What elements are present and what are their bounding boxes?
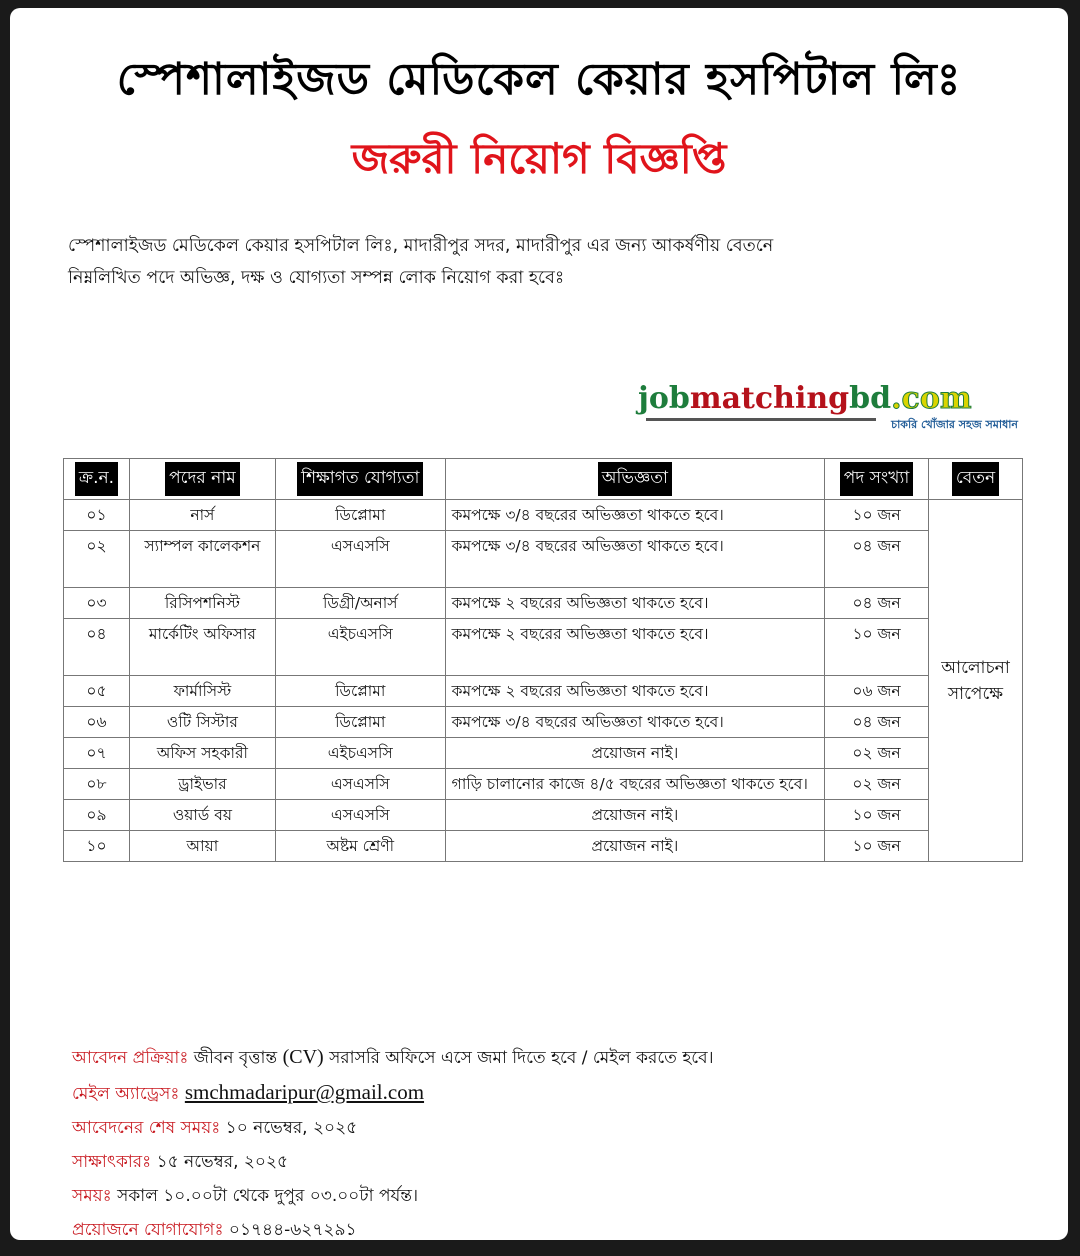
salary-cell: আলোচনা সাপেক্ষে xyxy=(928,500,1022,862)
table-row: ০৩ রিসিপশনিস্ট ডিগ্রী/অনার্স কমপক্ষে ২ বছরের অভিজ্ঞতা থাকতে হবে। ০৪ জন xyxy=(64,588,1023,619)
col-header-sl: ক্র.ন. xyxy=(64,459,130,500)
hospital-title: স্পেশালাইজড মেডিকেল কেয়ার হসপিটাল লিঃ xyxy=(116,54,962,105)
col-header-salary: বেতন xyxy=(928,459,1022,500)
email-link[interactable]: smchmadaripur@gmail.com xyxy=(184,1080,425,1104)
job-table xyxy=(63,458,1023,862)
deadline: আবেদনের শেষ সময়ঃ ১০ নভেম্বর, ২০২৫ xyxy=(72,1118,358,1138)
table-row: ০৯ ওয়ার্ড বয় এসএসসি প্রয়োজন নাই। ১০ জন xyxy=(64,800,1023,831)
table-row: ০২ স্যাম্পল কালেকশন এসএসসি কমপক্ষে ৩/৪ বছরের অভিজ্ঞতা থাকতে হবে। ০৪ জন xyxy=(64,531,1023,588)
application-info xyxy=(72,1040,714,1247)
table-row: ০৮ ড্রাইভার এসএসসি গাড়ি চালানোর কাজে ৪/৫ বছরের অভিজ্ঞতা থাকতে হবে। ০২ জন xyxy=(64,769,1023,800)
table-header-row xyxy=(64,459,1023,500)
notice-subtitle: জরুরী নিয়োগ বিজ্ঞপ্তি xyxy=(351,134,727,183)
table-row: ১০ আয়া অষ্টম শ্রেণী প্রয়োজন নাই। ১০ জন xyxy=(64,831,1023,862)
col-header-education: শিক্ষাগত যোগ্যতা xyxy=(275,459,445,500)
apply-process: আবেদন প্রক্রিয়াঃ জীবন বৃত্তান্ত (CV) সরাসরি অফিসে এসে জমা দিতে হবে / মেইল করতে হবে। xyxy=(72,1046,714,1068)
watermark-brand: jobmatchingbd.com xyxy=(638,381,972,416)
watermark-tagline: চাকরি খোঁজার সহজ সমাধান xyxy=(891,418,1018,431)
table-row: ০৭ অফিস সহকারী এইচএসসি প্রয়োজন নাই। ০২ জন xyxy=(64,738,1023,769)
mail-address: মেইল অ্যাড্রেসঃ smchmadaripur@gmail.com xyxy=(72,1080,425,1104)
col-header-vacancy: পদ সংখ্যা xyxy=(825,459,929,500)
interview-time: সময়ঃ সকাল ১০.০০টা থেকে দুপুর ০৩.০০টা পর্যন্ত। xyxy=(72,1186,419,1206)
contact-phone: প্রয়োজনে যোগাযোগঃ ০১৭৪৪-৬২৭২৯১ xyxy=(72,1220,357,1240)
table-row: ০১ নার্স ডিপ্লোমা কমপক্ষে ৩/৪ বছরের অভিজ্ঞতা থাকতে হবে। ১০ জন আলোচনা সাপেক্ষে xyxy=(64,500,1023,531)
watermark-underline xyxy=(646,418,876,421)
interview-date: সাক্ষাৎকারঃ ১৫ নভেম্বর, ২০২৫ xyxy=(72,1152,289,1172)
col-header-experience: অভিজ্ঞতা xyxy=(445,459,824,500)
table-row: ০৬ ওটি সিস্টার ডিপ্লোমা কমপক্ষে ৩/৪ বছরের অভিজ্ঞতা থাকতে হবে। ০৪ জন xyxy=(64,707,1023,738)
table-row: ০৪ মার্কেটিং অফিসার এইচএসসি কমপক্ষে ২ বছরের অভিজ্ঞতা থাকতে হবে। ১০ জন xyxy=(64,619,1023,676)
watermark-logo xyxy=(638,382,1018,432)
intro-line-1: স্পেশালাইজড মেডিকেল কেয়ার হসপিটাল লিঃ, মাদারীপুর সদর, মাদারীপুর এর জন্য আকর্ষণীয় বেতনে xyxy=(68,236,774,256)
col-header-post: পদের নাম xyxy=(129,459,275,500)
table-row: ০৫ ফার্মাসিস্ট ডিপ্লোমা কমপক্ষে ২ বছরের অভিজ্ঞতা থাকতে হবে। ০৬ জন xyxy=(64,676,1023,707)
intro-line-2: নিম্নলিখিত পদে অভিজ্ঞ, দক্ষ ও যোগ্যতা সম্পন্ন লোক নিয়োগ করা হবেঃ xyxy=(68,268,565,288)
intro-paragraph xyxy=(68,230,968,294)
